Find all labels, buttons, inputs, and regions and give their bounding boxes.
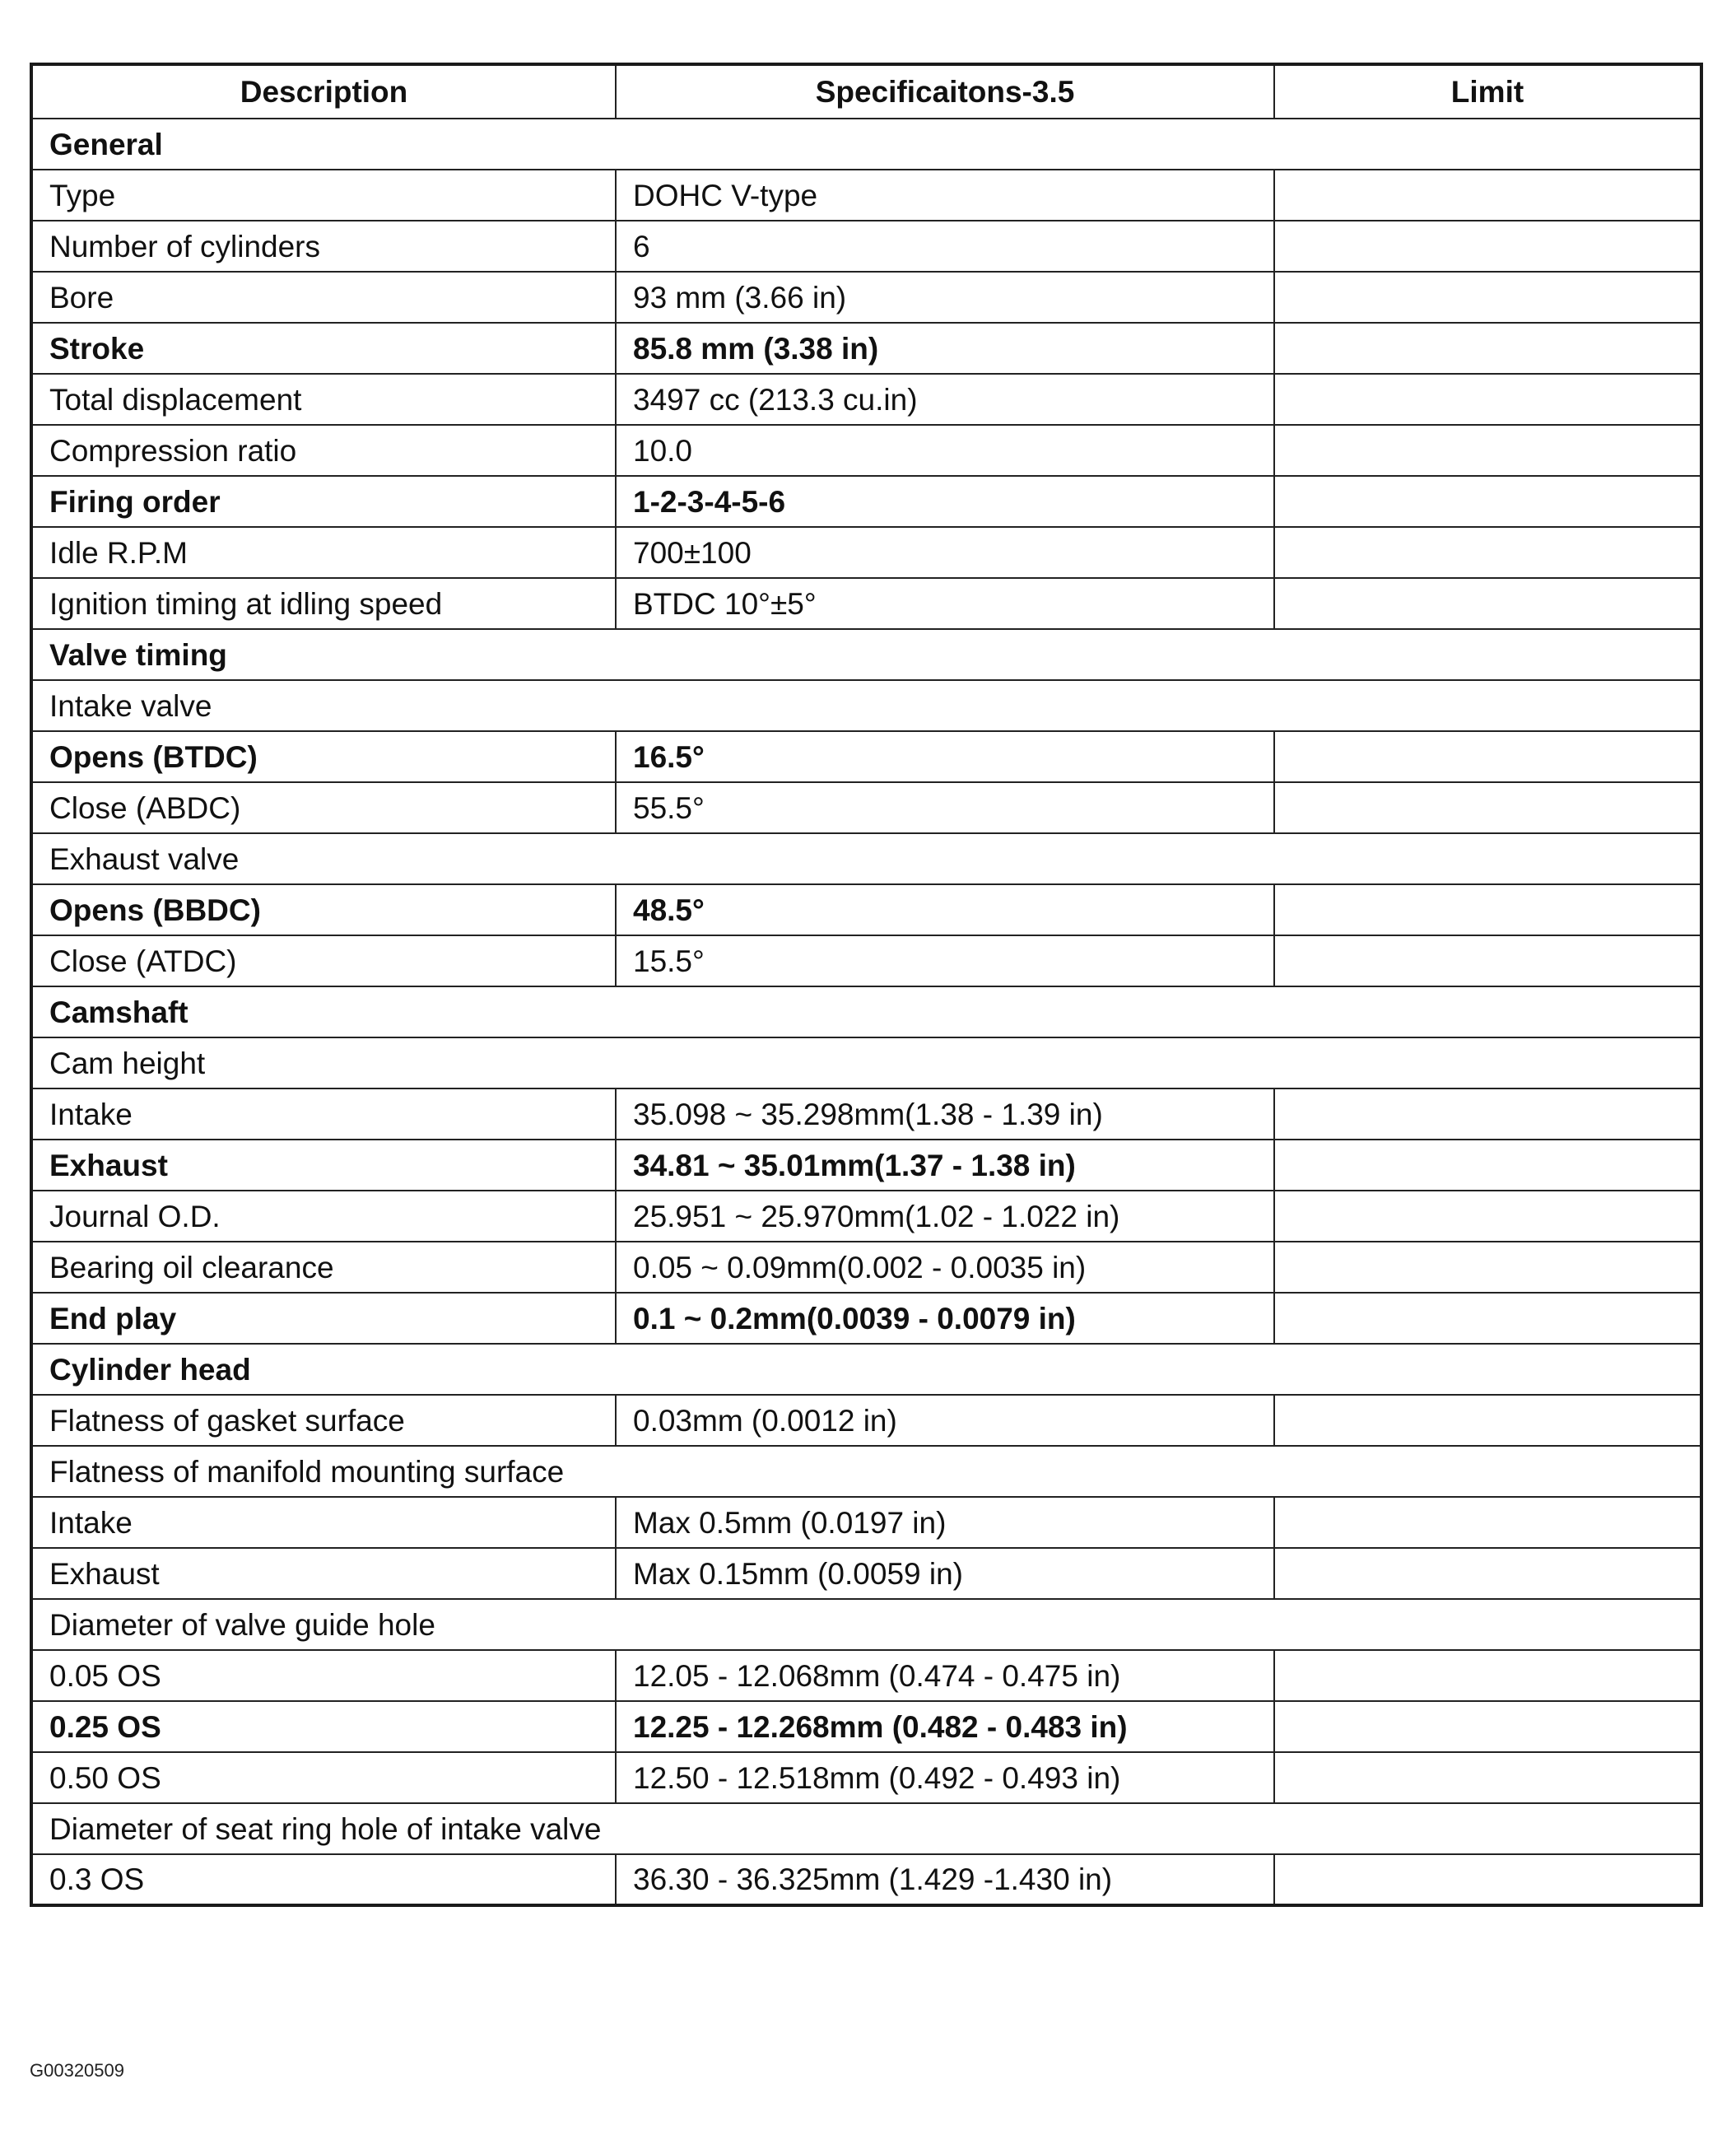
cell-limit xyxy=(1274,1701,1701,1752)
cell-description: 0.25 OS xyxy=(31,1701,616,1752)
cell-limit xyxy=(1274,1854,1701,1905)
table-row xyxy=(31,782,1701,833)
cell-specification: 35.098 ~ 35.298mm(1.38 - 1.39 in) xyxy=(616,1088,1274,1140)
cell-specification: 6 xyxy=(616,221,1274,272)
section-header-row xyxy=(31,1344,1701,1395)
subheader-row xyxy=(31,1803,1701,1854)
cell-specification: Max 0.15mm (0.0059 in) xyxy=(616,1548,1274,1599)
subheader-row xyxy=(31,1599,1701,1650)
cell-description: Stroke xyxy=(31,323,616,374)
section-header-row xyxy=(31,119,1701,170)
cell-specification: 25.951 ~ 25.970mm(1.02 - 1.022 in) xyxy=(616,1191,1274,1242)
cell-limit xyxy=(1274,1242,1701,1293)
cell-description: Intake xyxy=(31,1088,616,1140)
table-row xyxy=(31,1701,1701,1752)
cell-description: 0.3 OS xyxy=(31,1854,616,1905)
cell-limit xyxy=(1274,425,1701,476)
section-title: Camshaft xyxy=(31,986,1701,1037)
table-row xyxy=(31,1548,1701,1599)
table-row xyxy=(31,272,1701,323)
cell-limit xyxy=(1274,1395,1701,1446)
cell-specification: 16.5° xyxy=(616,731,1274,782)
cell-description: End play xyxy=(31,1293,616,1344)
table-row xyxy=(31,935,1701,986)
cell-description: 0.05 OS xyxy=(31,1650,616,1701)
table-row xyxy=(31,425,1701,476)
cell-limit xyxy=(1274,1650,1701,1701)
section-header-row xyxy=(31,629,1701,680)
cell-limit xyxy=(1274,170,1701,221)
cell-limit xyxy=(1274,731,1701,782)
cell-specification: DOHC V-type xyxy=(616,170,1274,221)
cell-specification: 48.5° xyxy=(616,884,1274,935)
cell-description: Journal O.D. xyxy=(31,1191,616,1242)
cell-description: 0.50 OS xyxy=(31,1752,616,1803)
table-row xyxy=(31,476,1701,527)
cell-limit xyxy=(1274,221,1701,272)
cell-limit xyxy=(1274,476,1701,527)
cell-specification: Max 0.5mm (0.0197 in) xyxy=(616,1497,1274,1548)
cell-specification: 1-2-3-4-5-6 xyxy=(616,476,1274,527)
column-header-limit: Limit xyxy=(1274,64,1701,119)
subheader-title: Exhaust valve xyxy=(31,833,1701,884)
column-header-description: Description xyxy=(31,64,616,119)
cell-limit xyxy=(1274,272,1701,323)
cell-description: Close (ABDC) xyxy=(31,782,616,833)
cell-description: Idle R.P.M xyxy=(31,527,616,578)
table-row xyxy=(31,1140,1701,1191)
section-title: Cylinder head xyxy=(31,1344,1701,1395)
cell-limit xyxy=(1274,374,1701,425)
cell-specification: 36.30 - 36.325mm (1.429 -1.430 in) xyxy=(616,1854,1274,1905)
table-row xyxy=(31,527,1701,578)
subheader-row xyxy=(31,1037,1701,1088)
cell-description: Number of cylinders xyxy=(31,221,616,272)
cell-specification: 12.50 - 12.518mm (0.492 - 0.493 in) xyxy=(616,1752,1274,1803)
subheader-row xyxy=(31,1446,1701,1497)
cell-description: Compression ratio xyxy=(31,425,616,476)
table-row xyxy=(31,1242,1701,1293)
cell-description: Exhaust xyxy=(31,1140,616,1191)
cell-specification: 12.25 - 12.268mm (0.482 - 0.483 in) xyxy=(616,1701,1274,1752)
cell-specification: 55.5° xyxy=(616,782,1274,833)
table-row xyxy=(31,1293,1701,1344)
cell-limit xyxy=(1274,1140,1701,1191)
cell-specification: 0.05 ~ 0.09mm(0.002 - 0.0035 in) xyxy=(616,1242,1274,1293)
subheader-title: Intake valve xyxy=(31,680,1701,731)
table-row xyxy=(31,1191,1701,1242)
cell-description: Exhaust xyxy=(31,1548,616,1599)
cell-description: Type xyxy=(31,170,616,221)
cell-specification: 85.8 mm (3.38 in) xyxy=(616,323,1274,374)
cell-limit xyxy=(1274,1088,1701,1140)
subheader-title: Flatness of manifold mounting surface xyxy=(31,1446,1701,1497)
header-row xyxy=(31,64,1701,119)
cell-specification: BTDC 10°±5° xyxy=(616,578,1274,629)
table-row xyxy=(31,884,1701,935)
cell-description: Bearing oil clearance xyxy=(31,1242,616,1293)
cell-description: Opens (BTDC) xyxy=(31,731,616,782)
cell-specification: 12.05 - 12.068mm (0.474 - 0.475 in) xyxy=(616,1650,1274,1701)
section-title: General xyxy=(31,119,1701,170)
cell-specification: 10.0 xyxy=(616,425,1274,476)
cell-limit xyxy=(1274,782,1701,833)
cell-description: Opens (BBDC) xyxy=(31,884,616,935)
table-row xyxy=(31,578,1701,629)
table-row xyxy=(31,1497,1701,1548)
subheader-row xyxy=(31,833,1701,884)
table-row xyxy=(31,1395,1701,1446)
cell-description: Flatness of gasket surface xyxy=(31,1395,616,1446)
cell-specification: 0.1 ~ 0.2mm(0.0039 - 0.0079 in) xyxy=(616,1293,1274,1344)
table-row xyxy=(31,1650,1701,1701)
spec-table xyxy=(30,63,1703,1907)
cell-limit xyxy=(1274,1548,1701,1599)
subheader-row xyxy=(31,680,1701,731)
table-row xyxy=(31,170,1701,221)
table-row xyxy=(31,221,1701,272)
cell-limit xyxy=(1274,1293,1701,1344)
section-title: Valve timing xyxy=(31,629,1701,680)
cell-description: Intake xyxy=(31,1497,616,1548)
table-body xyxy=(31,119,1701,1905)
cell-limit xyxy=(1274,1191,1701,1242)
subheader-title: Diameter of valve guide hole xyxy=(31,1599,1701,1650)
cell-specification: 93 mm (3.66 in) xyxy=(616,272,1274,323)
cell-limit xyxy=(1274,1752,1701,1803)
cell-limit xyxy=(1274,527,1701,578)
subheader-title: Cam height xyxy=(31,1037,1701,1088)
column-header-specifications: Specificaitons-3.5 xyxy=(616,64,1274,119)
section-header-row xyxy=(31,986,1701,1037)
cell-specification: 3497 cc (213.3 cu.in) xyxy=(616,374,1274,425)
cell-specification: 0.03mm (0.0012 in) xyxy=(616,1395,1274,1446)
cell-specification: 700±100 xyxy=(616,527,1274,578)
cell-description: Ignition timing at idling speed xyxy=(31,578,616,629)
cell-limit xyxy=(1274,323,1701,374)
cell-limit xyxy=(1274,935,1701,986)
table-row xyxy=(31,374,1701,425)
cell-description: Firing order xyxy=(31,476,616,527)
cell-description: Bore xyxy=(31,272,616,323)
cell-description: Close (ATDC) xyxy=(31,935,616,986)
table-row xyxy=(31,1854,1701,1905)
cell-limit xyxy=(1274,1497,1701,1548)
table-row xyxy=(31,731,1701,782)
cell-specification: 34.81 ~ 35.01mm(1.37 - 1.38 in) xyxy=(616,1140,1274,1191)
table-row xyxy=(31,1088,1701,1140)
cell-limit xyxy=(1274,578,1701,629)
table-row xyxy=(31,1752,1701,1803)
table-row xyxy=(31,323,1701,374)
cell-limit xyxy=(1274,884,1701,935)
cell-description: Total displacement xyxy=(31,374,616,425)
cell-specification: 15.5° xyxy=(616,935,1274,986)
figure-id: G00320509 xyxy=(30,2060,124,2081)
subheader-title: Diameter of seat ring hole of intake valve xyxy=(31,1803,1701,1854)
